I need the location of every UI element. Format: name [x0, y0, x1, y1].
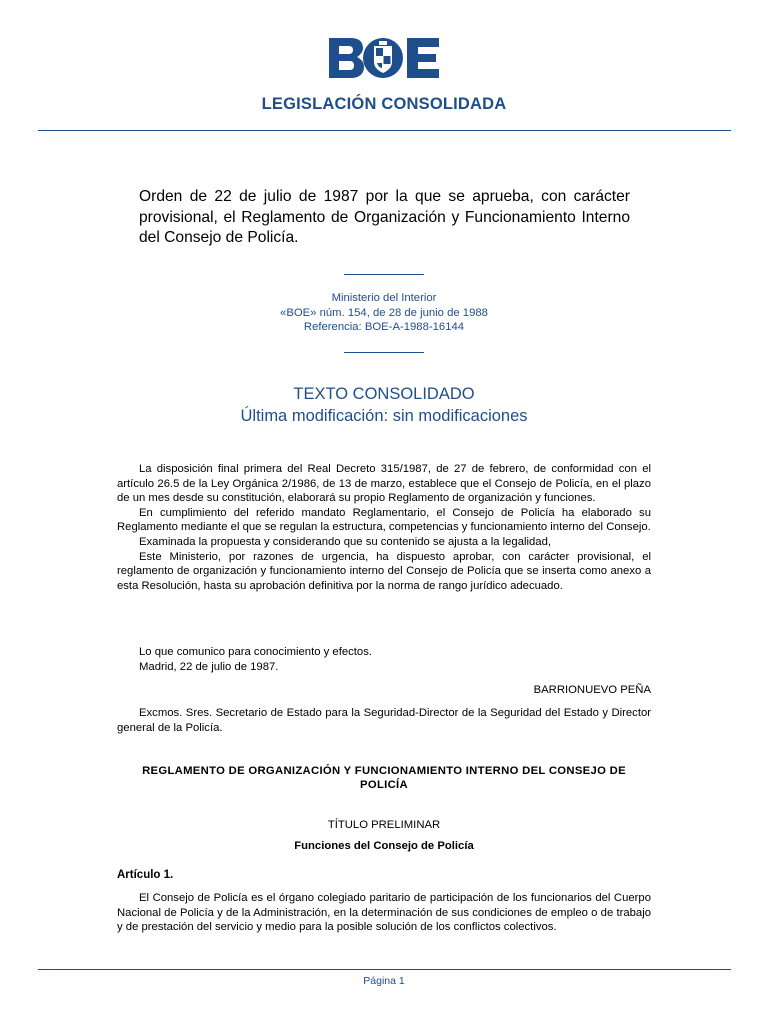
meta-top-rule [344, 274, 424, 275]
titulo-label: TÍTULO PRELIMINAR [327, 819, 441, 831]
addressees-block [117, 706, 651, 735]
section-header-title: LEGISLACIÓN CONSOLIDADA [261, 95, 507, 113]
article-paragraph: El Consejo de Policía es el órgano colegiado paritario de participación de los funcionarios del Cuerpo Nacional de Policía y de la Administración, en la determinación de sus condiciones de empleo o de trabajo y de prestación del servicio y medio para la posible solución de los conflictos colectivos. [117, 892, 651, 934]
closing-block [117, 645, 651, 674]
closing-line: Lo que comunico para conocimiento y efectos. [139, 646, 372, 658]
ministry-label: Ministerio del Interior [331, 292, 437, 304]
page-number: Página 1 [363, 975, 405, 987]
document-reference: Referencia: BOE-A-1988-16144 [303, 321, 465, 333]
boe-logo [327, 36, 441, 80]
place-date: Madrid, 22 de julio de 1987. [139, 660, 279, 673]
header-divider [38, 130, 731, 131]
preamble-paragraph: Examinada la propuesta y considerando que su contenido se ajusta a la legalidad, [139, 535, 551, 548]
preamble-paragraph: Este Ministerio, por razones de urgencia, ha dispuesto aprobar, con carácter provisional, el reglamento de organización y funcionamiento interno del Consejo de Policía que se inserta como anexo a esta Resolución, hasta su aprobación definitiva por la norma de rango jurídico adecuado. [117, 550, 651, 592]
consolidated-label: TEXTO CONSOLIDADO [293, 385, 475, 403]
preamble-paragraph: La disposición final primera del Real Decreto 315/1987, de 27 de febrero, de conformidad con el artículo 26.5 de la Ley Orgánica 2/1986, de 13 de marzo, establece que el Consejo de Policía, en el plazo de un mes desde su constitución, elaborará su propio Reglamento de organización y funciones. [117, 463, 651, 505]
meta-bottom-rule [344, 352, 424, 353]
consolidated-heading [0, 383, 768, 427]
preamble-text [117, 462, 651, 593]
titulo-heading: Funciones del Consejo de Policía [294, 840, 474, 852]
footer-divider [38, 969, 731, 970]
addressees: Excmos. Sres. Secretario de Estado para la Seguridad-Director de la Seguridad del Estado y Director general de la Policía. [117, 707, 651, 734]
last-modification-label: Última modificación: sin modificaciones [240, 407, 528, 425]
signature: BARRIONUEVO PEÑA [533, 684, 651, 696]
preamble-paragraph: En cumplimiento del referido mandato Reglamentario, el Consejo de Policía ha elaborado su Reglamento mediante el que se regulan la estructura, competencias y funcionamiento interno del Consejo. [117, 506, 651, 534]
regulation-title: REGLAMENTO DE ORGANIZACIÓN Y FUNCIONAMIENTO INTERNO DEL CONSEJO DE POLICÍA [142, 765, 626, 791]
document-title: Orden de 22 de julio de 1987 por la que se aprueba, con carácter provisional, el Reglamento de Organización y Funcionamiento Interno del Consejo de Policía. [139, 188, 630, 246]
article-heading: Artículo 1. [117, 869, 174, 881]
boe-reference: «BOE» núm. 154, de 28 de junio de 1988 [280, 306, 488, 319]
article-body [117, 891, 651, 935]
